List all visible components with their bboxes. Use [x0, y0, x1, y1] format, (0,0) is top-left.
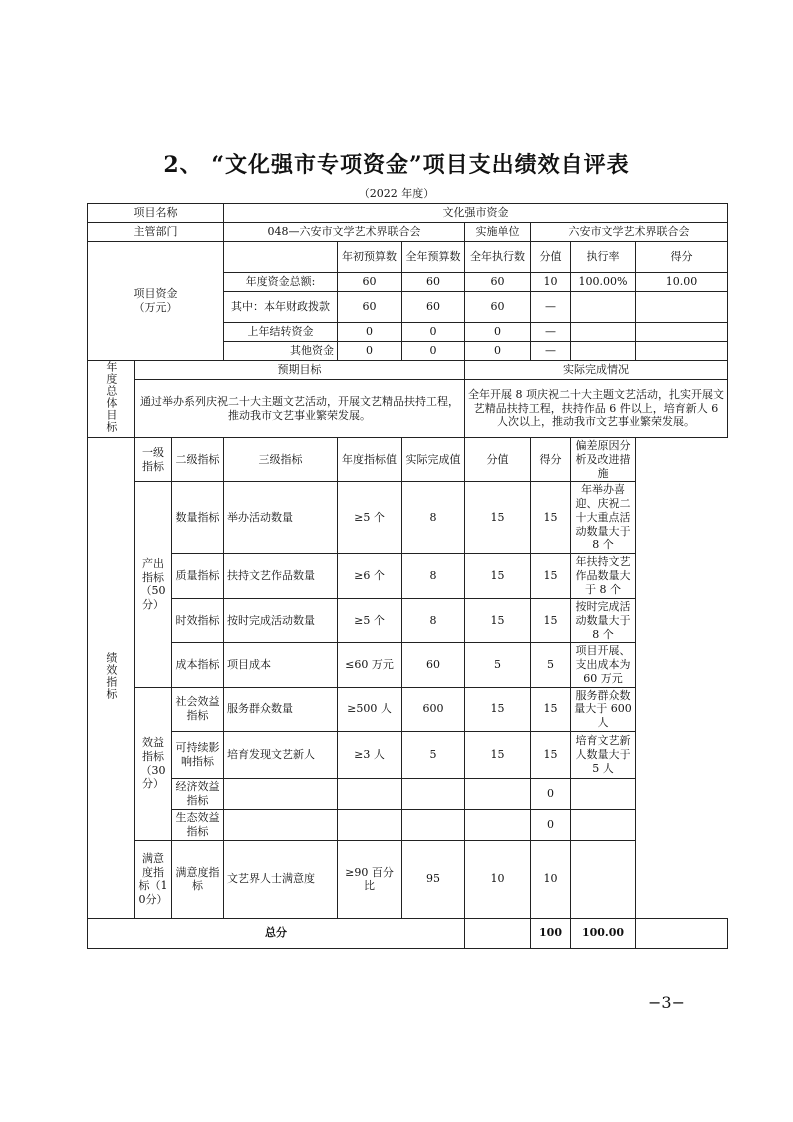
- group-output: 产出指标（50分）: [135, 482, 172, 687]
- header-score: 得分: [531, 438, 571, 482]
- funds-rate: [571, 292, 636, 323]
- funds-rate: [571, 342, 636, 361]
- indicator-l3: 扶持文艺作品数量: [224, 554, 338, 599]
- goals-actual-header: 实际完成情况: [465, 361, 728, 380]
- indicator-value: 10: [465, 840, 531, 918]
- funds-empty-header: [224, 242, 338, 273]
- funds-row-label: 上年结转资金: [224, 323, 338, 342]
- indicator-l2: 生态效益指标: [172, 809, 224, 840]
- funds-row-label: 其中：本年财政拨款: [224, 292, 338, 323]
- indicator-actual: 8: [402, 554, 465, 599]
- funds-rate: 100.00%: [571, 273, 636, 292]
- report-year: （2022 年度）: [358, 187, 435, 200]
- funds-header-row: [88, 242, 728, 273]
- total-score: 100.00: [571, 918, 636, 948]
- funds-row-label: 其他资金: [224, 342, 338, 361]
- total-note: [636, 918, 728, 948]
- funds-budget-start: 0: [338, 342, 402, 361]
- funds-budget-start: 60: [338, 292, 402, 323]
- funds-executed: 0: [465, 323, 531, 342]
- indicator-row: [88, 643, 728, 687]
- header-level3: 三级指标: [224, 438, 338, 482]
- indicator-score: 15: [531, 554, 571, 599]
- funds-label: 项目资金 （万元）: [88, 242, 224, 361]
- indicator-note: 服务群众数量大于 600 人: [571, 687, 636, 731]
- indicator-l2: 满意度指标: [172, 840, 224, 918]
- goals-content-row: [88, 380, 728, 438]
- indicator-actual: 95: [402, 840, 465, 918]
- indicator-actual: 600: [402, 687, 465, 731]
- goals-expected-text: 通过举办系列庆祝二十大主题文艺活动，开展文艺精品扶持工程，推动我市文艺事业繁荣发展。: [135, 380, 465, 438]
- indicator-row: [88, 809, 728, 840]
- funds-header-rate: 执行率: [571, 242, 636, 273]
- funds-budget-year: 0: [402, 342, 465, 361]
- indicator-target: ≥5 个: [338, 482, 402, 554]
- funds-row-label: 年度资金总额:: [224, 273, 338, 292]
- total-empty: [465, 918, 531, 948]
- indicator-target: ≥3 人: [338, 731, 402, 778]
- indicator-target: [338, 809, 402, 840]
- indicator-score: 15: [531, 687, 571, 731]
- indicator-note: 项目开展、支出成本为 60 万元: [571, 643, 636, 687]
- indicator-target: ≥500 人: [338, 687, 402, 731]
- performance-table: [87, 203, 728, 949]
- indicator-value: 15: [465, 599, 531, 643]
- funds-executed: 60: [465, 292, 531, 323]
- funds-budget-start: 0: [338, 323, 402, 342]
- indicator-value: [465, 809, 531, 840]
- dept-label: 主管部门: [88, 223, 224, 242]
- header-actual: 实际完成值: [402, 438, 465, 482]
- funds-budget-year: 0: [402, 323, 465, 342]
- header-value: 分值: [465, 438, 531, 482]
- funds-score-value: 10: [531, 273, 571, 292]
- page-title: 2、 “文化强市专项资金”项目支出绩效自评表: [163, 152, 630, 178]
- project-name-row: [88, 204, 728, 223]
- goals-expected-header: 预期目标: [135, 361, 465, 380]
- indicator-actual: 8: [402, 482, 465, 554]
- indicator-actual: [402, 778, 465, 809]
- indicator-l3: [224, 809, 338, 840]
- funds-score: [636, 292, 728, 323]
- funds-budget-year: 60: [402, 292, 465, 323]
- total-value: 100: [531, 918, 571, 948]
- goals-header-row: [88, 361, 728, 380]
- indicator-score: 15: [531, 482, 571, 554]
- indicator-target: ≥5 个: [338, 599, 402, 643]
- indicator-value: [465, 778, 531, 809]
- total-label: 总分: [88, 918, 465, 948]
- indicator-l2: 质量指标: [172, 554, 224, 599]
- funds-header-executed: 全年执行数: [465, 242, 531, 273]
- group-satisfaction: 满意度指标（10分）: [135, 840, 172, 918]
- indicator-l3: 培育发现文艺新人: [224, 731, 338, 778]
- indicator-target: ≥90 百分比: [338, 840, 402, 918]
- indicator-row: [88, 482, 728, 554]
- header-level2: 二级指标: [172, 438, 224, 482]
- indicator-note: 年举办喜迎、庆祝二十大重点活动数量大于 8 个: [571, 482, 636, 554]
- indicator-row: [88, 778, 728, 809]
- page-number: −3−: [648, 993, 685, 1012]
- indicator-score: 10: [531, 840, 571, 918]
- indicator-l2: 可持续影响指标: [172, 731, 224, 778]
- unit-value: 六安市文学艺术界联合会: [531, 223, 728, 242]
- indicator-row: [88, 840, 728, 918]
- group-benefit: 效益指标（30分）: [135, 687, 172, 840]
- funds-score-value: —: [531, 342, 571, 361]
- indicator-header-row: [88, 438, 728, 482]
- indicator-value: 15: [465, 482, 531, 554]
- header-note: 偏差原因分析及改进措施: [571, 438, 636, 482]
- indicator-l2: 时效指标: [172, 599, 224, 643]
- indicator-note: [571, 778, 636, 809]
- indicator-value: 5: [465, 643, 531, 687]
- indicator-score: 0: [531, 809, 571, 840]
- indicator-l3: 文艺界人士满意度: [224, 840, 338, 918]
- indicator-actual: 8: [402, 599, 465, 643]
- indicator-actual: 60: [402, 643, 465, 687]
- indicator-note: [571, 840, 636, 918]
- funds-budget-start: 60: [338, 273, 402, 292]
- header-target: 年度指标值: [338, 438, 402, 482]
- indicator-actual: [402, 809, 465, 840]
- indicator-row: [88, 554, 728, 599]
- funds-header-score: 得分: [636, 242, 728, 273]
- funds-header-budget-start: 年初预算数: [338, 242, 402, 273]
- project-name-label: 项目名称: [88, 204, 224, 223]
- funds-score: 10.00: [636, 273, 728, 292]
- funds-header-budget-year: 全年预算数: [402, 242, 465, 273]
- indicator-l3: 服务群众数量: [224, 687, 338, 731]
- indicator-note: 年扶持文艺作品数量大于 8 个: [571, 554, 636, 599]
- indicator-l2: 数量指标: [172, 482, 224, 554]
- funds-rate: [571, 323, 636, 342]
- indicator-value: 15: [465, 554, 531, 599]
- dept-row: [88, 223, 728, 242]
- funds-executed: 0: [465, 342, 531, 361]
- indicator-l3: 举办活动数量: [224, 482, 338, 554]
- indicator-l3: [224, 778, 338, 809]
- funds-budget-year: 60: [402, 273, 465, 292]
- indicator-note: 按时完成活动数量大于 8 个: [571, 599, 636, 643]
- project-name-value: 文化强市资金: [224, 204, 728, 223]
- unit-label: 实施单位: [465, 223, 531, 242]
- indicator-l3: 按时完成活动数量: [224, 599, 338, 643]
- funds-score-value: —: [531, 292, 571, 323]
- indicator-target: ≥6 个: [338, 554, 402, 599]
- indicator-l3: 项目成本: [224, 643, 338, 687]
- funds-score: [636, 342, 728, 361]
- funds-header-score-value: 分值: [531, 242, 571, 273]
- indicators-label: 绩效指标: [88, 438, 135, 919]
- indicator-score: 15: [531, 599, 571, 643]
- indicator-score: 15: [531, 731, 571, 778]
- indicator-target: [338, 778, 402, 809]
- indicator-row: [88, 599, 728, 643]
- indicator-l2: 经济效益指标: [172, 778, 224, 809]
- funds-score: [636, 323, 728, 342]
- indicator-l2: 社会效益指标: [172, 687, 224, 731]
- goals-label: 年度总体目标: [88, 361, 135, 438]
- indicator-actual: 5: [402, 731, 465, 778]
- header-level1: 一级指标: [135, 438, 172, 482]
- total-row: [88, 918, 728, 948]
- dept-value: 048—六安市文学艺术界联合会: [224, 223, 465, 242]
- indicator-value: 15: [465, 687, 531, 731]
- indicator-score: 0: [531, 778, 571, 809]
- goals-actual-text: 全年开展 8 项庆祝二十大主题文艺活动，扎实开展文艺精品扶持工程，扶持作品 6 件以上，培育新人 6 人次以上，推动我市文艺事业繁荣发展。: [465, 380, 728, 438]
- indicator-row: [88, 731, 728, 778]
- indicator-note: 培育文艺新人数量大于 5 人: [571, 731, 636, 778]
- indicator-value: 15: [465, 731, 531, 778]
- funds-score-value: —: [531, 323, 571, 342]
- indicator-target: ≤60 万元: [338, 643, 402, 687]
- funds-executed: 60: [465, 273, 531, 292]
- indicator-score: 5: [531, 643, 571, 687]
- indicator-row: [88, 687, 728, 731]
- indicator-note: [571, 809, 636, 840]
- indicator-l2: 成本指标: [172, 643, 224, 687]
